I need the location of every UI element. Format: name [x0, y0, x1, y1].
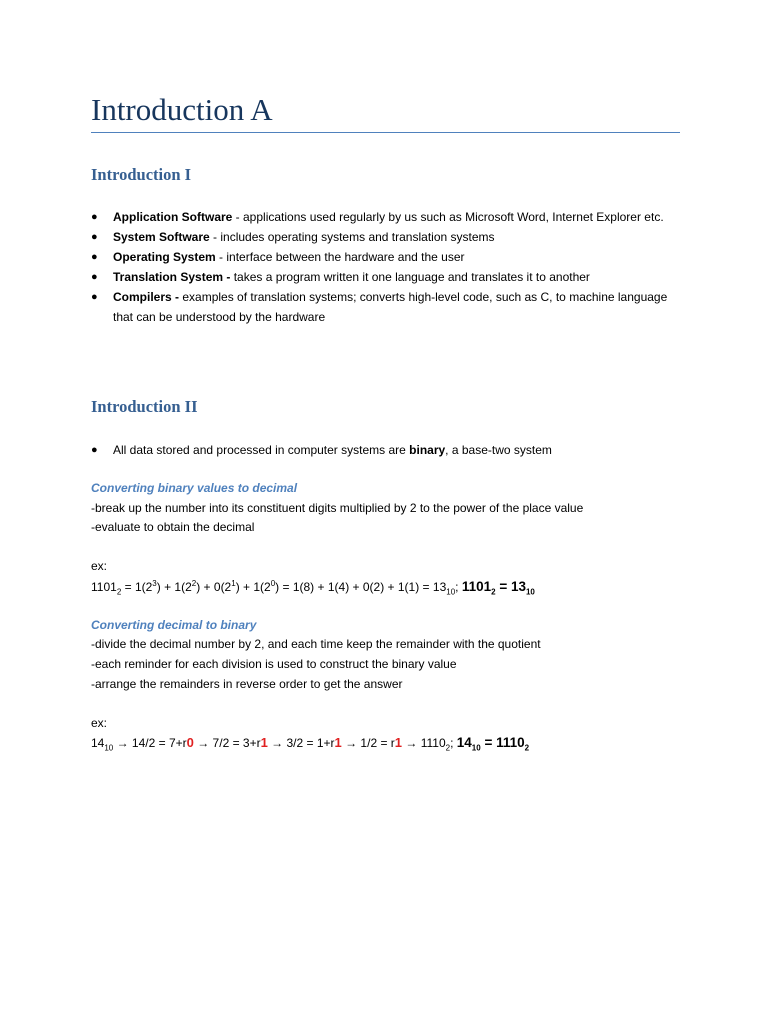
- bullet-icon: ●: [91, 251, 98, 263]
- binary-to-decimal-example: $1101_2 = 1(2^3) + 1(2^2) + 0(2^1) + 1(2^0) = 1(8) + 1(4) + 0(2) + 1(1) = 13_{10}$; $1101_2 = 13_{10}$: [91, 579, 535, 597]
- document-title: Introduction A: [91, 92, 273, 127]
- bullet-term: Operating System: [113, 250, 216, 264]
- bullet-list-software: [0, 207, 671, 327]
- list-item: [0, 227, 671, 247]
- subheading-decimal-to-binary: Converting decimal to binary: [91, 618, 257, 632]
- paragraph-line: -divide the decimal number by 2, and each time keep the remainder with the quotient: [91, 637, 541, 651]
- heading-introduction-i: Introduction I: [91, 165, 192, 184]
- list-item: [0, 440, 671, 460]
- bullet-bold: binary: [409, 443, 446, 457]
- subheading-binary-to-decimal: Converting binary values to decimal: [91, 481, 298, 495]
- decimal-to-binary-example: $14_{10} \to 14/2 = 7+r0 \to 7/2 = 3+r1 \to 3/2 = 1+r1 \to 1/2 = r1 \to 1110_2$; $14_{10} = 1110_2$: [91, 735, 530, 753]
- list-item: [0, 287, 671, 327]
- decimal-to-binary-result: $14_{10} = 1110_2$: [456, 735, 530, 753]
- list-item: [0, 247, 671, 267]
- list-item: [0, 207, 671, 227]
- bullet-term: System Software: [113, 230, 210, 244]
- bullet-icon: ●: [91, 444, 98, 456]
- bullet-text: All data stored and processed in computer systems are: [113, 443, 410, 457]
- paragraph-line: -each reminder for each division is used to construct the binary value: [91, 657, 457, 671]
- paragraph-line: -arrange the remainders in reverse order to get the answer: [91, 677, 403, 691]
- remainder-highlight: 1: [260, 735, 268, 750]
- bullet-term: Application Software: [113, 210, 233, 224]
- bullet-desc: examples of translation systems; converts high-level code, such as C, to machine language that can be understood by the hardware: [113, 290, 668, 324]
- title-underline: [91, 132, 680, 133]
- bullet-icon: ●: [91, 271, 98, 283]
- bullet-term: Translation System -: [113, 270, 231, 284]
- paragraph-line: -evaluate to obtain the decimal: [91, 520, 255, 534]
- paragraph-line: -break up the number into its constituent digits multiplied by 2 to the power of the place value: [91, 501, 584, 515]
- remainder-highlight: 0: [186, 735, 194, 750]
- heading-introduction-ii: Introduction II: [91, 397, 198, 416]
- example-label: ex:: [91, 716, 108, 730]
- bullet-desc: - includes operating systems and translation systems: [209, 230, 495, 244]
- bullet-desc: takes a program written it one language and translates it to another: [230, 270, 590, 284]
- bullet-icon: ●: [91, 291, 98, 303]
- remainder-highlight: 1: [334, 735, 342, 750]
- bullet-text: , a base-two system: [445, 443, 552, 457]
- list-item: [0, 267, 671, 287]
- bullet-desc: - interface between the hardware and the user: [215, 250, 465, 264]
- bullet-desc: - applications used regularly by us such as Microsoft Word, Internet Explorer etc.: [232, 210, 664, 224]
- bullet-icon: ●: [91, 231, 98, 243]
- remainder-highlight: 1: [394, 735, 403, 750]
- example-label: ex:: [91, 559, 108, 573]
- bullet-list-binary: [0, 440, 671, 460]
- binary-to-decimal-result: $1101_2 = 13_{10}$: [461, 579, 535, 597]
- bullet-icon: ●: [91, 211, 98, 223]
- bullet-term: Compilers -: [113, 290, 180, 304]
